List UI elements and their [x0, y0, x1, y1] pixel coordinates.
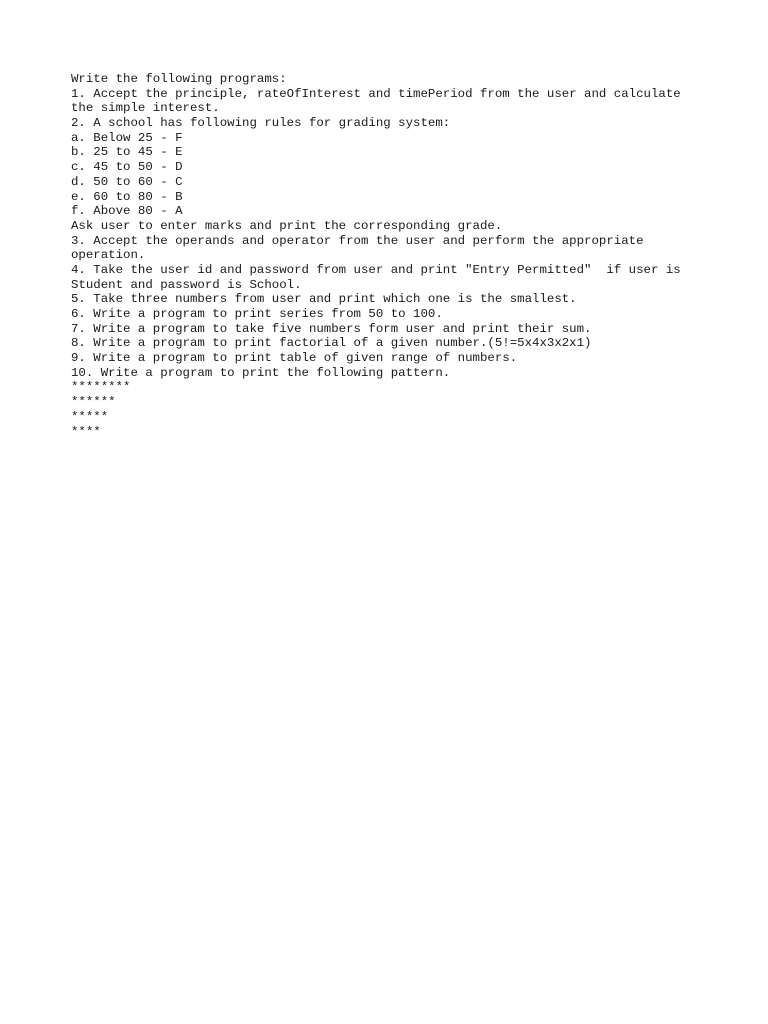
question-3-line-1: 3. Accept the operands and operator from the user and perform the appropriate [71, 233, 644, 248]
question-7: 7. Write a program to take five numbers form user and print their sum. [71, 321, 592, 336]
pattern-row-3: ***** [71, 409, 109, 424]
pattern-row-4: **** [71, 424, 101, 439]
question-1-line-1: 1. Accept the principle, rateOfInterest and timePeriod from the user and calculate [71, 86, 681, 101]
question-4-line-2: Student and password is School. [71, 277, 302, 292]
question-1-line-2: the simple interest. [71, 101, 220, 116]
document-heading: Write the following programs: [71, 72, 287, 86]
question-10: 10. Write a program to print the following pattern. [71, 365, 451, 380]
grade-rule-b: b. 25 to 45 - E [71, 145, 183, 160]
question-4-line-1: 4. Take the user id and password from user and print "Entry Permitted" if user is [71, 262, 681, 277]
grade-rule-a: a. Below 25 - F [71, 130, 183, 145]
grade-rule-d: d. 50 to 60 - C [71, 174, 183, 189]
grade-rule-e: e. 60 to 80 - B [71, 189, 183, 204]
pattern-row-1: ******** [71, 380, 131, 395]
grade-rule-c: c. 45 to 50 - D [71, 160, 183, 175]
question-2-instruction: Ask user to enter marks and print the corresponding grade. [71, 218, 503, 233]
document-body [71, 72, 731, 439]
question-9: 9. Write a program to print table of given range of numbers. [71, 351, 518, 366]
question-6: 6. Write a program to print series from 50 to 100. [71, 307, 443, 321]
question-2: 2. A school has following rules for grading system: [71, 116, 451, 131]
grade-rule-f: f. Above 80 - A [71, 204, 183, 219]
question-3-line-2: operation. [71, 248, 146, 263]
pattern-row-2: ****** [71, 395, 116, 410]
question-8: 8. Write a program to print factorial of a given number.(5!=5x4x3x2x1) [71, 336, 592, 351]
question-5: 5. Take three numbers from user and print which one is the smallest. [71, 292, 577, 307]
